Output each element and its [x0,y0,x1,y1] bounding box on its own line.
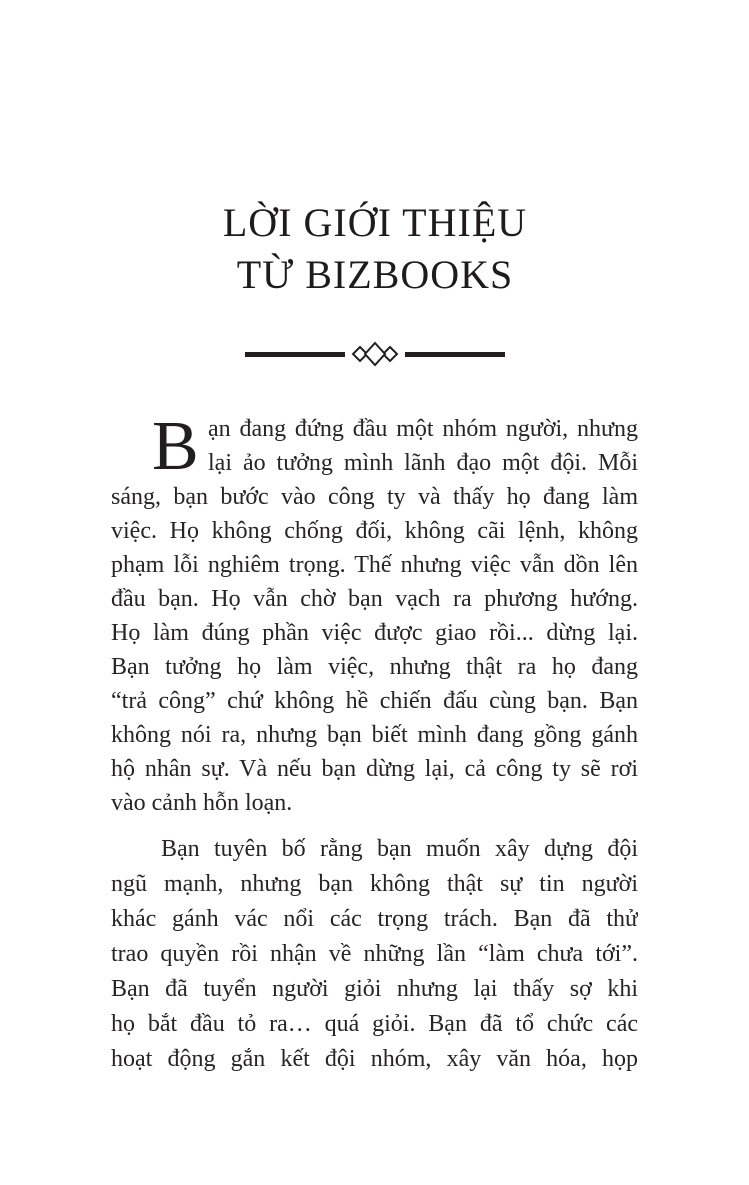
three-diamond-ornament-icon [349,341,401,367]
text-line: vào cảnh hỗn loạn. [111,790,293,816]
text-line: ngũ mạnh, nhưng bạn không thật sự tin người [111,871,638,897]
text-line: việc. Họ không chống đối, không cãi lệnh, không [111,518,638,544]
intro-paragraph-1 [111,408,638,820]
text-line: hộ nhân sự. Và nếu bạn dừng lại, cả công ty sẽ rơi [111,756,638,782]
chapter-title-line-2: TỪ BIZBOOKS [236,252,514,297]
text-line: ạn đang đứng đầu một nhóm người, nhưng [208,416,638,442]
chapter-title-line-1: LỜI GIỚI THIỆU [222,200,528,245]
divider-line-right [405,352,505,357]
chapter-title [110,197,640,301]
text-line: đầu bạn. Họ vẫn chờ bạn vạch ra phương hướng. [111,586,638,612]
text-line: “trả công” chứ không hề chiến đấu cùng bạn. Bạn [111,688,638,714]
text-line: Bạn tưởng họ làm việc, nhưng thật ra họ đang [111,654,638,680]
text-line: trao quyền rồi nhận về những lần “làm chưa tới”. [111,941,638,967]
page-body [111,408,638,1077]
text-line: phạm lỗi nghiêm trọng. Thế nhưng việc vẫn dồn lên [111,552,638,578]
text-line: không nói ra, nhưng bạn biết mình đang gồng gánh [111,722,638,748]
text-line: Bạn tuyên bố rằng bạn muốn xây dựng đội [161,836,638,862]
drop-cap: B [152,408,199,485]
text-line: Bạn đã tuyển người giỏi nhưng lại thấy sợ khi [111,976,638,1002]
intro-paragraph-2 [111,832,638,1077]
text-line: lại ảo tưởng mình lãnh đạo một đội. Mỗi [208,450,638,476]
text-line: khác gánh vác nổi các trọng trách. Bạn đã thử [111,906,638,932]
divider-line-left [245,352,345,357]
text-line: sáng, bạn bước vào công ty và thấy họ đang làm [111,484,638,510]
title-divider [110,341,640,367]
text-line: Họ làm đúng phần việc được giao rồi... dừng lại. [111,620,638,646]
text-line: hoạt động gắn kết đội nhóm, xây văn hóa, họp [111,1046,638,1072]
text-line: họ bắt đầu tỏ ra… quá giỏi. Bạn đã tổ chức các [111,1011,638,1037]
